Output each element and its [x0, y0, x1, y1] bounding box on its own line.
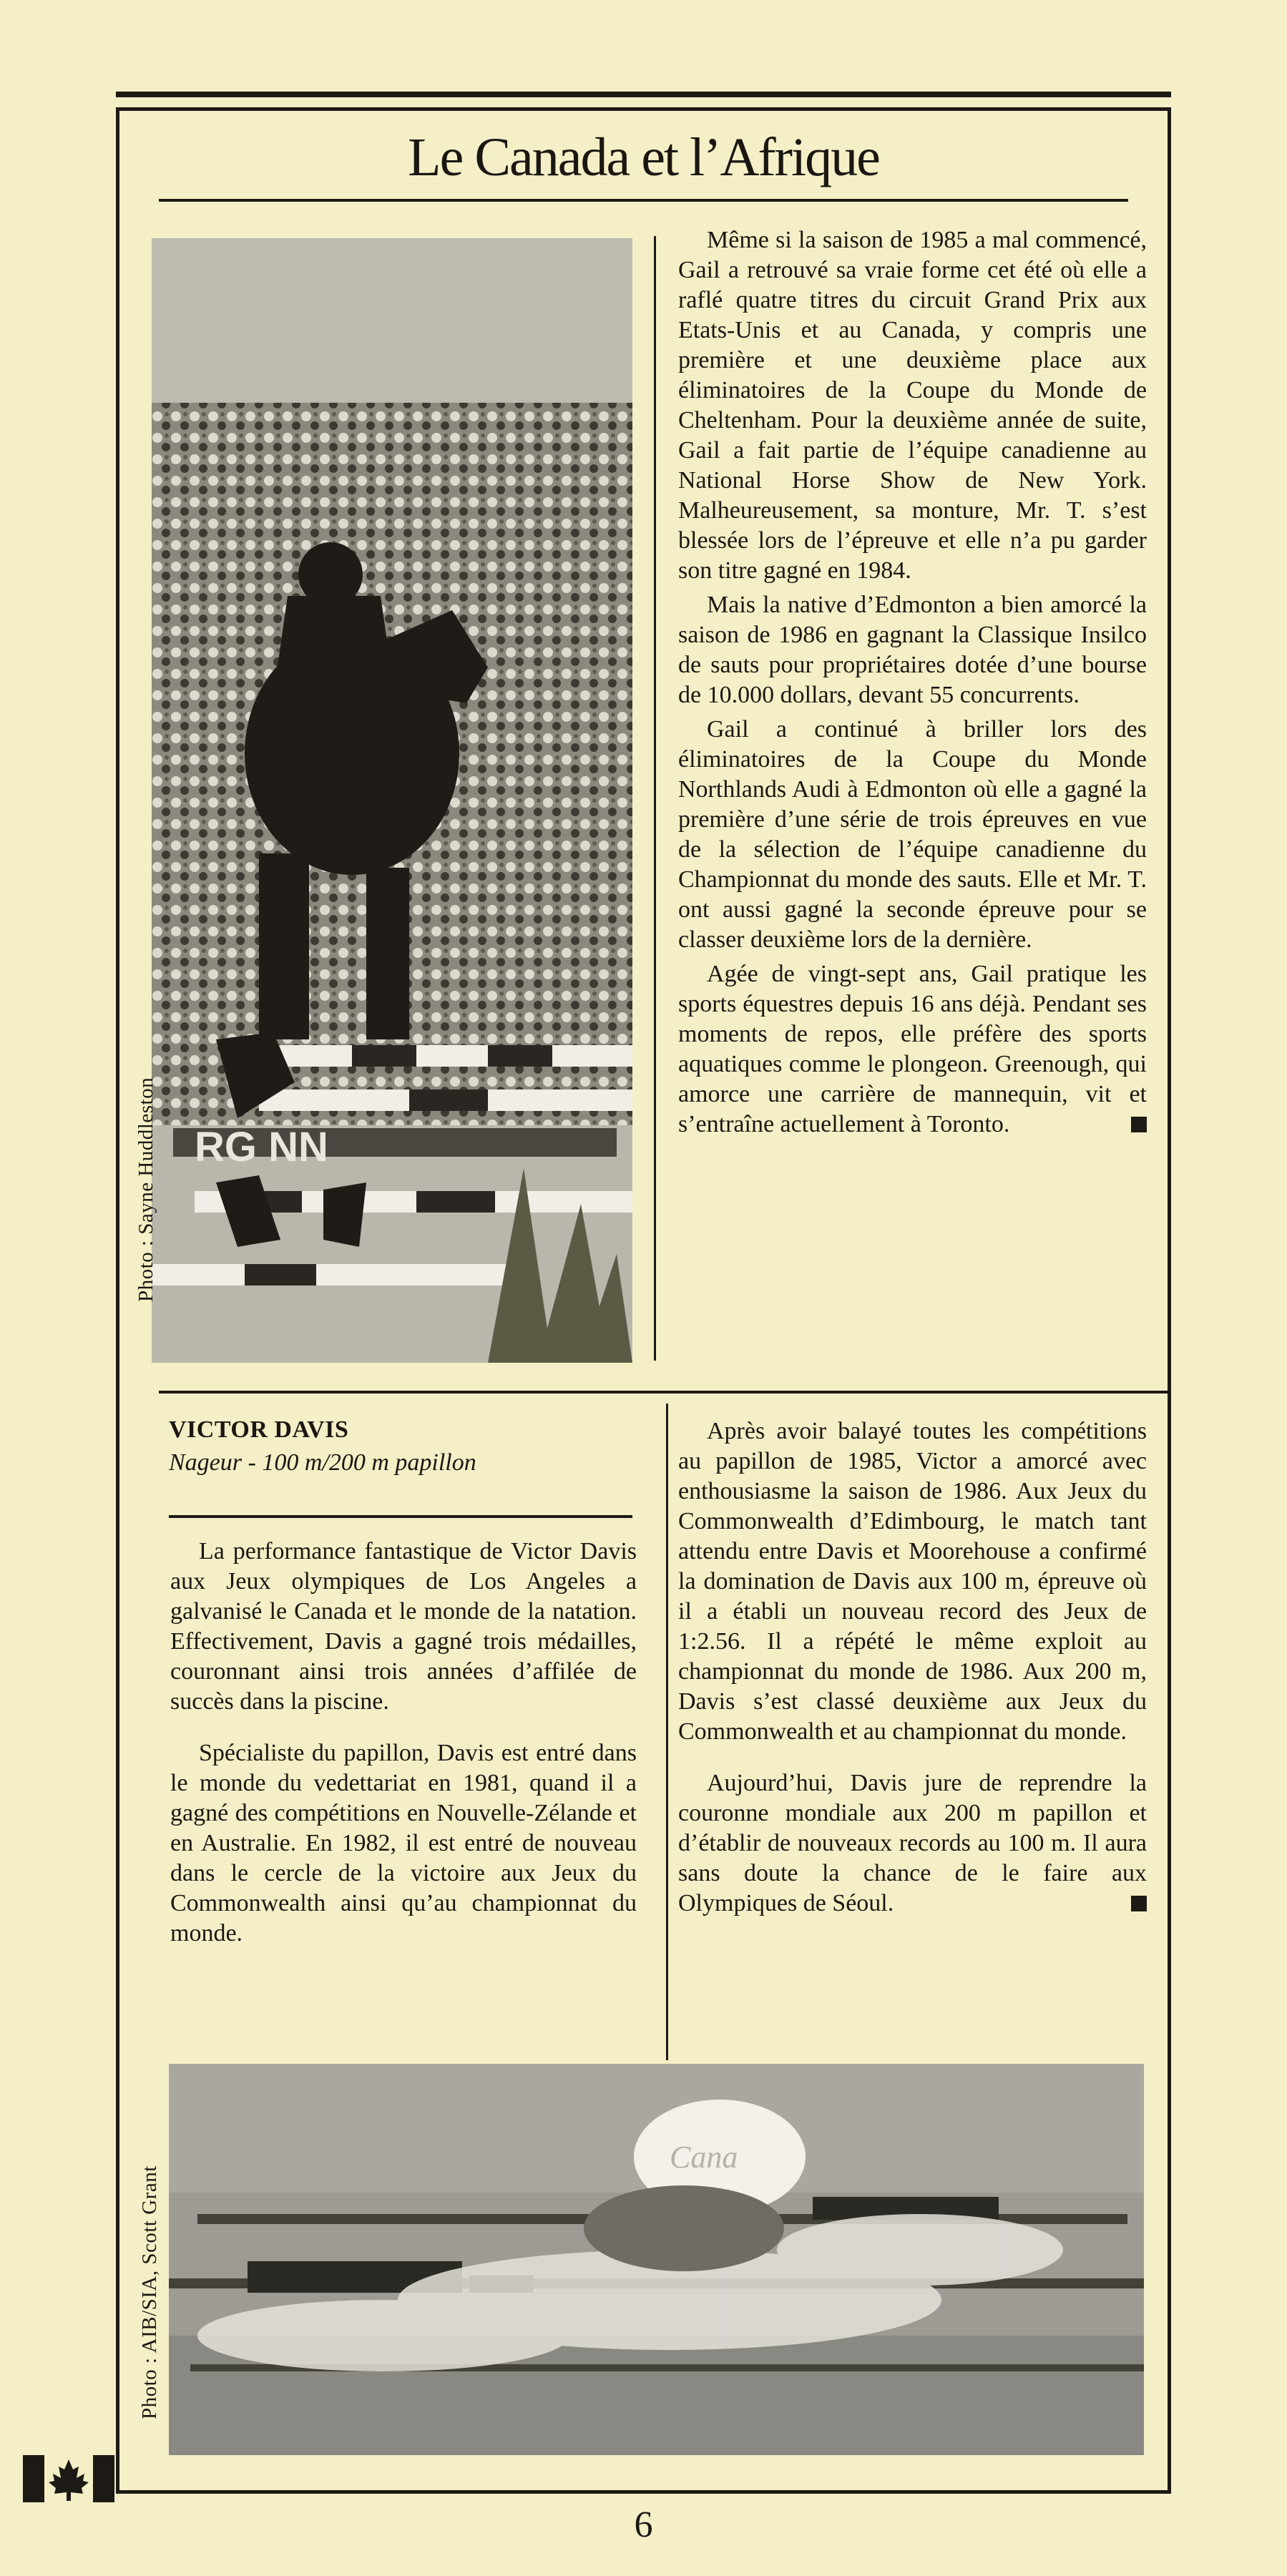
paragraph: Après avoir balayé toutes les compétitions au papillon de 1985, Victor a amorcé avec enthousiasme la saison de 1986. Aux Jeux du Commonwealth d’Edimbourg, le match tant attendu entre Davis et Moorehouse a confirmé la domination de Davis aux 100 m, épreuve où il a établi un nouveau record des Jeux de 1:2.56. Il a répété le même exploit au championnat du monde de 1986. Aux 200 m, Davis s’est classé deuxième aux Jeux du Commonwealth et au championnat du monde. — [678, 1418, 1147, 1745]
top-bar — [116, 92, 1171, 97]
paragraph: Gail a continué à briller lors des éliminatoires de la Coupe du Monde Northlands Audi à Edmonton où elle a gagné la première d’une série de trois épreuves en vue de la sélection de l’équipe canadienne du Championnat du monde des sauts. Elle et Mr. T. ont aussi gagné la seconde épreuve pour se classer deuxième lors de la dernière. — [678, 716, 1147, 953]
show-jumping-photo — [152, 238, 632, 1363]
photo-credit-bottom: Photo : AIB/SIA, Scott Grant — [138, 2165, 161, 2419]
paragraph: Spécialiste du papillon, Davis est entré dans le monde du vedettariat en 1981, quand il a gagné des compétitions en Nouvelle-Zélande et en Australie. En 1982, il est entré de nouveau dans le cercle de la victoire aux Jeux du Commonwealth ainsi qu’au championnat du monde. — [170, 1740, 637, 1946]
paragraph: Mais la native d’Edmonton a bien amorcé la saison de 1986 en gagnant la Classique Insilco de sauts pour propriétaires dotée d’une bourse de 10.000 dollars, devant 55 concurrents. — [678, 592, 1147, 708]
section-rule — [159, 1391, 1168, 1394]
athlete-event: Nageur - 100 m/200 m papillon — [169, 1449, 476, 1476]
end-of-article-mark — [1131, 1117, 1147, 1132]
canadian-flag-icon — [23, 2455, 114, 2502]
column-rule — [654, 236, 656, 1361]
athlete-name: VICTOR DAVIS — [169, 1416, 349, 1443]
heading-rule — [169, 1515, 632, 1518]
paragraph-text: Aujourd’hui, Davis jure de reprendre la couronne mondiale aux 200 m papillon et d’établir de nouveaux records au 100 m. Il aura sans doute la chance de le faire aux Olympiques de Séoul. — [678, 1770, 1147, 1916]
swimmer-photo — [169, 2064, 1144, 2455]
greenough-article — [678, 225, 1147, 1144]
title-rule — [159, 199, 1128, 202]
paragraph-text: Agée de vingt-sept ans, Gail pratique les sports équestres depuis 16 ans déjà. Pendant ses moments de repos, elle préfère des sports aquatiques comme le plongeon. Greenough, qui amorce une carrière de mannequin, vit et s’entraîne actuellement à Toronto. — [678, 961, 1147, 1137]
swim-cap-text: Cana — [670, 2140, 738, 2175]
end-of-article-mark — [1131, 1896, 1147, 1911]
paragraph: La performance fantastique de Victor Davis aux Jeux olympiques de Los Angeles a galvanisé le Canada et le monde de la natation. Effectivement, Davis a gagné trois médailles, couronnant ainsi trois années d’affilée de succès dans la piscine. — [170, 1538, 637, 1715]
davis-article-left — [170, 1537, 637, 1953]
column-rule — [666, 1404, 668, 2060]
page-title: Le Canada et l’Afrique — [408, 127, 879, 187]
davis-article-right — [678, 1416, 1147, 1923]
paragraph — [678, 959, 1147, 1140]
page-number: 6 — [634, 2504, 653, 2545]
photo-credit-top: Photo : Sayne Huddleston — [134, 1077, 157, 1302]
paragraph: Même si la saison de 1985 a mal commencé, Gail a retrouvé sa vraie forme cet été où elle a raflé quatre titres du circuit Grand Prix aux Etats-Unis et au Canada, y compris une première et une deuxième place aux éliminatoires de la Coupe du Monde de Cheltenham. Pour la deuxième année de suite, Gail a fait partie de l’équipe canadienne au National Horse Show de New York. Malheureusement, sa monture, Mr. T. s’est blessée lors de l’épreuve et elle n’a pu garder son titre gagné en 1984. — [678, 227, 1147, 584]
fence-sign-text: RG NN — [195, 1124, 328, 1170]
paragraph — [678, 1768, 1147, 1919]
